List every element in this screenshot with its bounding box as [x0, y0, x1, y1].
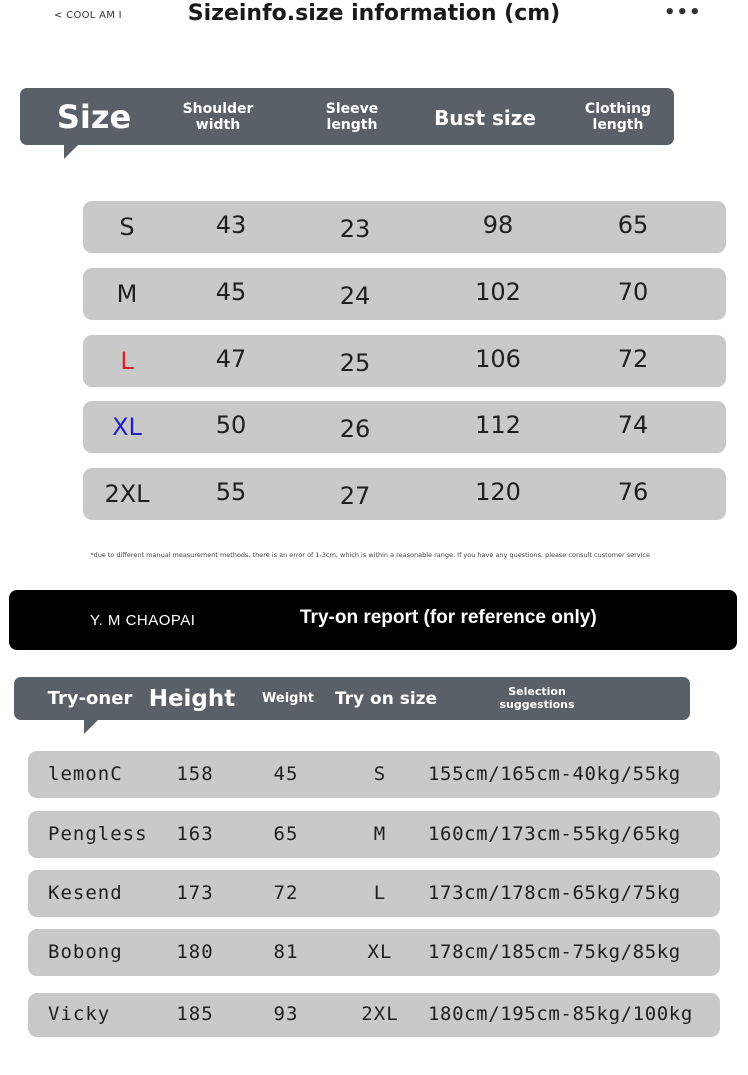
tryon-row	[28, 993, 720, 1037]
tryon-cell-name: Kesend	[48, 882, 123, 904]
header-pointer	[64, 145, 78, 159]
size-cell-shoulder: 50	[215, 411, 247, 439]
size-row	[83, 335, 726, 387]
size-cell-bust: 102	[475, 278, 521, 306]
tryon-cell-suggestion: 180cm/195cm-85kg/100kg	[428, 1003, 693, 1025]
tryon-cell-height: 163	[176, 823, 214, 845]
size-cell-shoulder: 45	[215, 278, 247, 306]
tryon-cell-height: 158	[176, 763, 214, 785]
size-cell-sleeve: 24	[339, 282, 371, 310]
size-cell-size: S	[119, 213, 135, 241]
size-cell-size: L	[120, 347, 134, 375]
size-table-header	[20, 88, 674, 145]
tryon-row	[28, 751, 720, 798]
size-cell-bust: 112	[475, 411, 521, 439]
column-header-suggestions: Selection suggestions	[499, 685, 575, 711]
column-header-clothing-length: Clothing length	[584, 101, 652, 133]
tryon-cell-size: M	[373, 823, 387, 845]
measurement-note: *due to different manual measurement methods, there is an error of 1-3cm, which is within a reasonable range. If you have any questions, please consult customer service	[90, 551, 650, 559]
header-pointer	[84, 720, 98, 734]
size-cell-size: 2XL	[104, 480, 150, 508]
size-cell-shoulder: 43	[215, 211, 247, 239]
size-cell-bust: 120	[475, 478, 521, 506]
tryon-table-header	[14, 677, 690, 720]
tryon-cell-suggestion: 160cm/173cm-55kg/65kg	[428, 823, 681, 845]
back-link[interactable]: < COOL AM I	[54, 10, 122, 21]
size-cell-length: 76	[617, 478, 649, 506]
column-header-shoulder: Shoulder width	[182, 101, 254, 133]
tryon-cell-size: XL	[367, 941, 393, 963]
tryon-cell-height: 173	[176, 882, 214, 904]
column-header-height: Height	[148, 686, 236, 712]
size-cell-bust: 98	[482, 211, 514, 239]
column-header-bust: Bust size	[434, 106, 536, 130]
tryon-cell-weight: 81	[273, 941, 299, 963]
column-header-weight: Weight	[262, 691, 314, 706]
tryon-cell-size: L	[373, 882, 387, 904]
tryon-cell-name: Bobong	[48, 941, 123, 963]
report-bar	[9, 590, 737, 650]
size-cell-length: 74	[617, 411, 649, 439]
brand-label: Y. M CHAOPAI	[90, 612, 196, 629]
tryon-cell-size: S	[373, 763, 387, 785]
column-header-tryoner: Try-oner	[47, 688, 133, 709]
tryon-row	[28, 929, 720, 976]
size-row	[83, 401, 726, 453]
tryon-cell-name: Pengless	[48, 823, 148, 845]
size-cell-sleeve: 25	[339, 349, 371, 377]
size-cell-sleeve: 23	[339, 215, 371, 243]
size-cell-shoulder: 55	[215, 478, 247, 506]
tryon-cell-weight: 65	[273, 823, 299, 845]
size-cell-bust: 106	[475, 345, 521, 373]
column-header-tryon-size: Try on size	[334, 689, 438, 709]
size-cell-sleeve: 27	[339, 482, 371, 510]
more-horizontal-icon[interactable]: •••	[664, 2, 702, 23]
size-cell-size: M	[116, 280, 138, 308]
size-cell-shoulder: 47	[215, 345, 247, 373]
size-cell-length: 65	[617, 211, 649, 239]
tryon-cell-suggestion: 155cm/165cm-40kg/55kg	[428, 763, 681, 785]
tryon-row	[28, 811, 720, 858]
size-row	[83, 268, 726, 320]
tryon-cell-suggestion: 173cm/178cm-65kg/75kg	[428, 882, 681, 904]
size-cell-size: XL	[112, 413, 142, 441]
top-bar	[0, 0, 748, 40]
tryon-cell-weight: 93	[273, 1003, 299, 1025]
tryon-cell-height: 180	[176, 941, 214, 963]
size-cell-length: 70	[617, 278, 649, 306]
page-title: Sizeinfo.size information (cm)	[187, 1, 561, 26]
size-cell-length: 72	[617, 345, 649, 373]
tryon-cell-weight: 72	[273, 882, 299, 904]
size-row	[83, 468, 726, 520]
size-cell-sleeve: 26	[339, 415, 371, 443]
tryon-cell-size: 2XL	[361, 1003, 399, 1025]
column-header-size: Size	[56, 98, 132, 136]
tryon-row	[28, 870, 720, 917]
size-row	[83, 201, 726, 253]
column-header-sleeve: Sleeve length	[325, 101, 379, 133]
tryon-cell-weight: 45	[273, 763, 299, 785]
report-title: Try-on report (for reference only)	[300, 607, 597, 628]
tryon-cell-height: 185	[176, 1003, 214, 1025]
tryon-cell-suggestion: 178cm/185cm-75kg/85kg	[428, 941, 681, 963]
tryon-cell-name: lemonC	[48, 763, 123, 785]
tryon-cell-name: Vicky	[48, 1003, 111, 1025]
